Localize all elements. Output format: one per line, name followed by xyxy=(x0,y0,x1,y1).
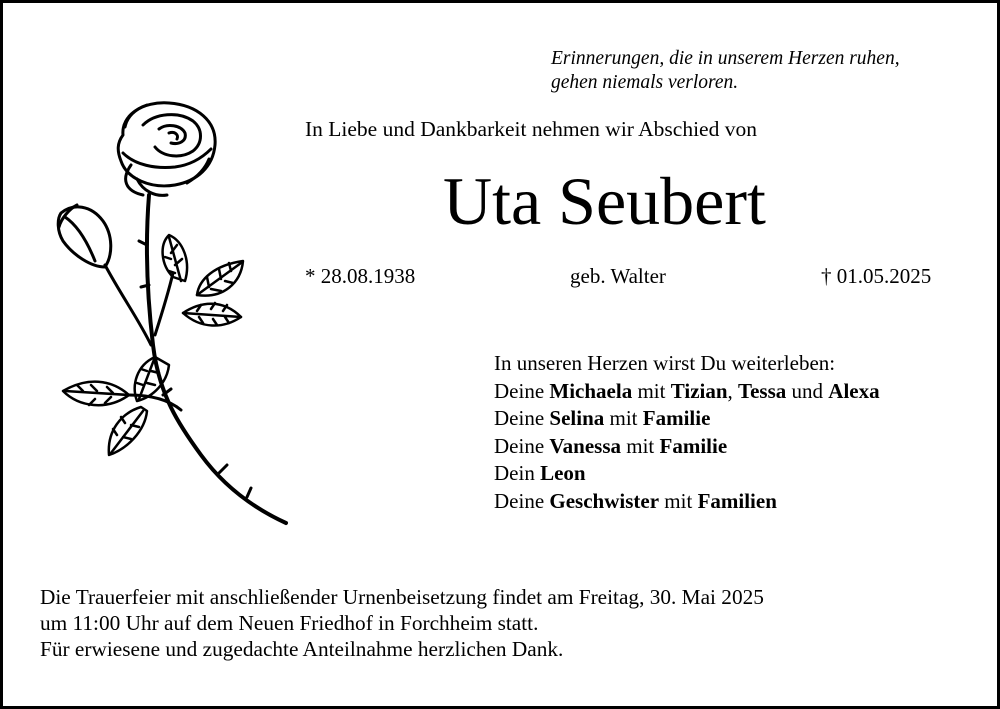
mourner-name: Tizian xyxy=(670,378,728,403)
motto-line-2: gehen niemals verloren. xyxy=(551,72,739,93)
mourner-name: Michaela xyxy=(549,378,633,403)
mourner-name: Tessa xyxy=(738,378,787,403)
text-segment: Deine xyxy=(494,378,550,403)
mourners-heading: In unseren Herzen wirst Du weiterleben: xyxy=(494,351,836,375)
intro-text: In Liebe und Dankbarkeit nehmen wir Abschied von xyxy=(305,117,757,141)
mourner-name: Familie xyxy=(659,433,728,458)
service-announcement xyxy=(40,584,764,662)
mourner-line xyxy=(494,433,880,461)
mourner-name: Leon xyxy=(540,461,586,485)
mourner-name: Geschwister xyxy=(549,488,660,513)
text-segment: Deine xyxy=(494,406,550,430)
text-segment: Dein xyxy=(494,461,541,485)
text-segment: , xyxy=(727,378,739,403)
mourner-line xyxy=(494,460,880,488)
motto-line-1: Erinnerungen, die in unserem Herzen ruhen, xyxy=(551,48,900,69)
mourner-name: Familie xyxy=(642,406,711,430)
mourner-line xyxy=(494,378,880,406)
mourner-name: Selina xyxy=(549,406,605,430)
mourner-line xyxy=(494,488,880,516)
mourner-line xyxy=(494,405,880,433)
service-line-3: Für erwiesene und zugedachte Anteilnahme herzlichen Dank. xyxy=(40,637,564,661)
mourner-name: Alexa xyxy=(828,378,880,403)
birth-date: * 28.08.1938 xyxy=(305,264,416,288)
mourner-name: Familien xyxy=(697,488,777,513)
mourner-name: Vanessa xyxy=(549,433,621,458)
death-date: † 01.05.2025 xyxy=(821,264,932,288)
text-segment: mit xyxy=(621,433,660,458)
text-segment: mit xyxy=(604,406,643,430)
maiden-name: geb. Walter xyxy=(570,264,666,288)
mourners-list xyxy=(494,350,880,515)
rose-illustration-icon xyxy=(51,95,291,527)
text-segment: mit xyxy=(659,488,698,513)
text-segment: Deine xyxy=(494,433,550,458)
service-line-2: um 11:00 Uhr auf dem Neuen Friedhof in Forchheim statt. xyxy=(40,611,539,635)
service-line-1: Die Trauerfeier mit anschließender Urnenbeisetzung findet am Freitag, 30. Mai 2025 xyxy=(40,585,764,609)
text-segment: mit xyxy=(632,378,671,403)
deceased-name: Uta Seubert xyxy=(443,163,766,239)
motto-quote xyxy=(551,47,900,95)
text-segment: und xyxy=(786,378,829,403)
text-segment: Deine xyxy=(494,488,550,513)
